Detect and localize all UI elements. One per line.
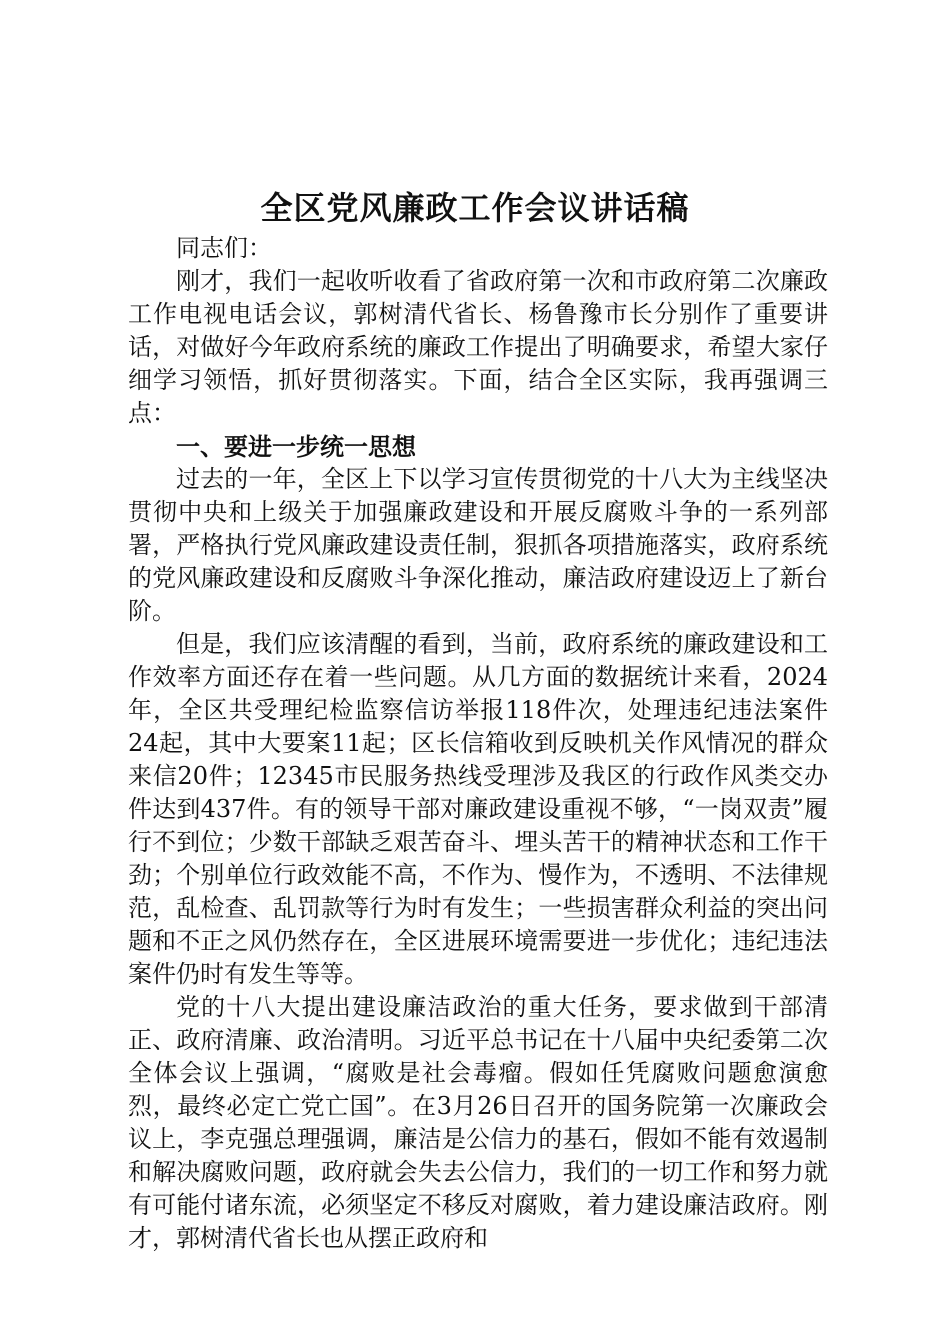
document-body [128,232,828,1255]
salutation: 同志们： [176,234,272,262]
section-heading-1: 一、要进一步统一思想 [176,432,416,461]
paragraph-review: 过去的一年，全区上下以学习宣传贯彻党的十八大为主线坚决贯彻中央和上级关于加强廉政建设和开展反腐败斗争的一系列部署，严格执行党风廉政建设责任制，狠抓各项措施落实，政府系统的党风廉政建设和反腐败斗争深化推动，廉洁政府建设迈上了新台阶。 [128,465,828,625]
paragraph-problems: 但是，我们应该清醒的看到，当前，政府系统的廉政建设和工作效率方面还存在着一些问题。从几方面的数据统计来看，2024年，全区共受理纪检监察信访举报118件次，处理违纪违法案件24起，其中大要案11起；区长信箱收到反映机关作风情况的群众来信20件；12345市民服务热线受理涉及我区的行政作风类交办件达到437件。有的领导干部对廉政建设重视不够，“一岗双责”履行不到位；少数干部缺乏艰苦奋斗、埋头苦干的精神状态和工作干劲；个别单位行政效能不高，不作为、慢作为，不透明、不法律规范，乱检查、乱罚款等行为时有发生；一些损害群众利益的突出问题和不正之风仍然存在，全区进展环境需要进一步优化；违纪违法案件仍时有发生等等。 [128,630,828,988]
paragraph-requirements: 党的十八大提出建设廉洁政治的重大任务，要求做到干部清正、政府清廉、政治清明。习近平总书记在十八届中央纪委第二次全体会议上强调，“腐败是社会毒瘤。假如任凭腐败问题愈演愈烈，最终必定亡党亡国”。在3月26日召开的国务院第一次廉政会议上，李克强总理强调，廉洁是公信力的基石，假如不能有效遏制和解决腐败问题，政府就会失去公信力，我们的一切工作和努力就有可能付诸东流，必须坚定不移反对腐败，着力建设廉洁政府。刚才，郭树清代省长也从摆正政府和 [128,993,828,1252]
document-title: 全区党风廉政工作会议讲话稿 [260,189,690,227]
paragraph-intro: 刚才，我们一起收听收看了省政府第一次和市政府第二次廉政工作电视电话会议，郭树清代省长、杨鲁豫市长分别作了重要讲话，对做好今年政府系统的廉政工作提出了明确要求，希望大家仔细学习领悟，抓好贯彻落实。下面，结合全区实际，我再强调三点： [128,267,828,427]
